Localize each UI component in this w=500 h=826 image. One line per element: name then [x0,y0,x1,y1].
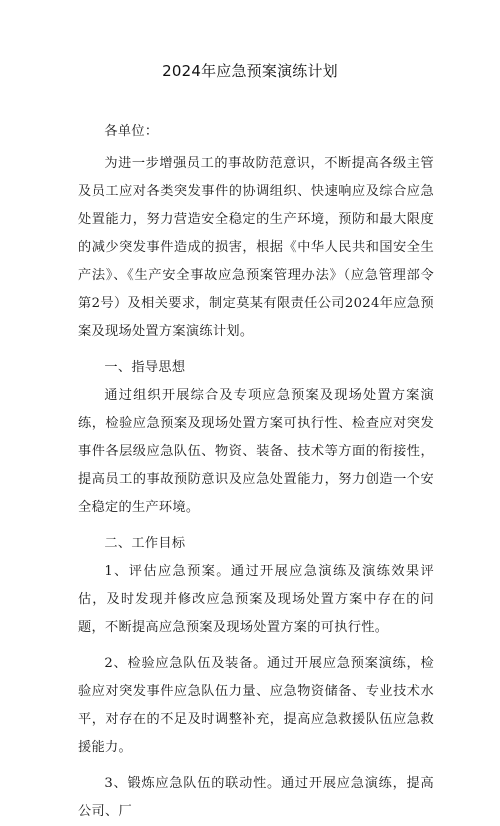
intro-paragraph: 为进一步增强员工的事故防范意识，不断提高各级主管及员工应对各类突发事件的协调组织、快速响应及综合应急处置能力，努力营造安全稳定的生产环境，预防和最大限度的减少突发事件造成的损害，根据《中华人民共和国安全生产法》、《生产安全事故应急预案管理办法》（应急管理部令第2号）及相关要求，制定莫某有限责任公司2024年应急预案及现场处置方案演练计划。 [78,156,434,339]
document-body [78,118,434,826]
goal-item-3: 3、锻炼应急队伍的联动性。通过开展应急演练，提高公司、厂 [78,776,434,819]
section-heading-work-goals: 二、工作目标 [104,536,186,551]
salutation: 各单位： [104,124,159,139]
goal-item-1: 1、评估应急预案。通过开展应急演练及演练效果评估，及时发现并修改应急预案及现场处置方案中存在的问题，不断提高应急预案及现场处置方案的可执行性。 [78,564,434,635]
goal-item-2: 2、检验应急队伍及装备。通过开展应急预案演练，检验应对突发事件应急队伍力量、应急物资储备、专业技术水平，对存在的不足及时调整补充，提高应急救援队伍应急救援能力。 [78,656,434,755]
guiding-thought-paragraph: 通过组织开展综合及专项应急预案及现场处置方案演练，检验应急预案及现场处置方案可执行性、检查应对突发事件各层级应急队伍、物资、装备、技术等方面的衔接性，提高员工的事故预防意识及应急处置能力，努力创造一个安全稳定的生产环境。 [78,388,434,515]
document-title: 2024年应急预案演练计划 [162,62,338,80]
section-heading-guiding-thought: 一、指导思想 [104,360,186,375]
